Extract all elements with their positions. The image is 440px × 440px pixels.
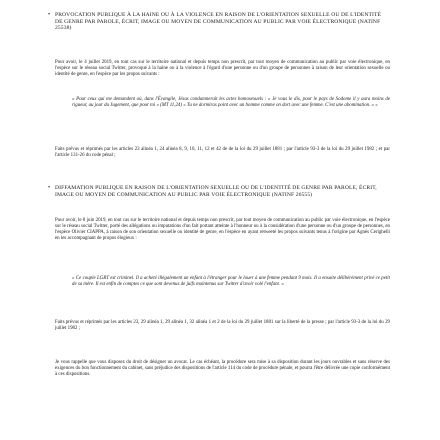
quoted-tweet: « Ce couple LGBT est criminel. Il a acheté illégalement un enfant à l'étranger pour le louer à une femme pendant 9 mois. Il a ensuite délibérément privé ce petit de sa mère. Il est enfin de comptes ce que sont devenus de juifs maintenus sur Twitter d'avoir volé l'enfant. » — [72, 276, 390, 288]
charge-title: DIFFAMATION PUBLIQUE EN RAISON DE L'ORIENTATION SEXUELLE OU DE L'IDENTITÉ DE GENRE PAR PAROLE, ÉCRIT, IMAGE OU MOYEN DE COMMUNICATION AU PUBLIC PAR VOIE ÉLECTRONIQUE (NATINF 26555) — [55, 185, 377, 198]
charge-heading-diffamation — [48, 185, 390, 198]
bullet-icon: • — [48, 185, 51, 191]
bullet-icon: • — [48, 12, 51, 18]
legal-basis-paragraph: Faits prévus et réprimés par les articles 23 alinéa 1, 24 alinéa 8, 9, 10, 11, 12 et 42 de de la loi du 29 juillet 1881 ; par l'article 93-3 de la loi du 29 juillet 1982 ; et par l'article 131-26 du code pénal ; — [55, 147, 390, 159]
quoted-tweet: « Pour ceux qui me demandent où, dans l'Évangile, Jésus condamnerait les actes homosexuels : « Je vous le dis, pour le pays de Sodome il y aura moins de rigueur, au jour du Jugement, que pour toi » (MT 11,24) « Tu ne dormiras point avec un homme comme on dort avec une femme. C'est une abomination. » » — [72, 97, 390, 109]
footer-paragraph: Je vous rappelle que vous disposez du droit de désigner un avocat. Le cas échéant, la procédure sera mise à sa disposition durant les jours ouvrables et sans réserve des exigences du bon fonctionnement du cabinet, sans préjudice des dispositions de l'article 114 du code de procédure pénale, et pourra l'être délivrée une copie conformément à ces dispositions. — [55, 360, 390, 378]
charge-title: PROVOCATION PUBLIQUE À LA HAINE OU À LA VIOLENCE EN RAISON DE L'ORIENTATION SEXUELLE OU DE L'IDENTITÉ DE GENRE PAR PAROLE, ÉCRIT, IMAGE OU MOYEN DE COMMUNICATION AU PUBLIC PAR VOIE ÉLECTRONIQUE (NATINF 25538) — [55, 12, 382, 32]
legal-basis-paragraph: Faits prévus et réprimés par les articles 23, 29 alinéa 1, 29 alinéa 1, 32 alinéa 1 et 2 de la loi du 29 juillet 1881 sur la liberté de la presse ; par l'article 93-3 de la loi du 29 juillet 1982 ; — [55, 320, 390, 332]
charge-paragraph: Pour avoir, le 4 juillet 2019, en tout cas sur le territoire national et depuis temps non prescrit, par tout moyen de communication au public par voie électronique, en l'espèce sur le réseau social Twitter, provoqué à la haine ou à la violence à l'égard d'une personne ou d'un groupe de personnes à raison de leur orientation sexuelle ou identité de genre, en l'espèce par les propos suivants : — [55, 60, 390, 78]
charge-heading-provocation — [48, 12, 390, 32]
charge-paragraph: Pour avoir, le 8 juin 2019, en tout cas sur le territoire national et depuis temps non prescrit, par tout moyen de communication au public par voie électronique, en l'espèce sur le réseau social Twitter, porté des allégations ou imputations d'un fait portant atteinte à l'honneur ou à la considération d'une personne ou d'un groupe de personnes, en l'espèce Olivier CIAPPA, à raison de son orientation sexuelle ou identité de genre, en l'espèce en ayant retweeté les propos suivants tenus à l'origine par Agnès Cerighelli en les accompagnant de propos élogieux : — [55, 218, 390, 242]
